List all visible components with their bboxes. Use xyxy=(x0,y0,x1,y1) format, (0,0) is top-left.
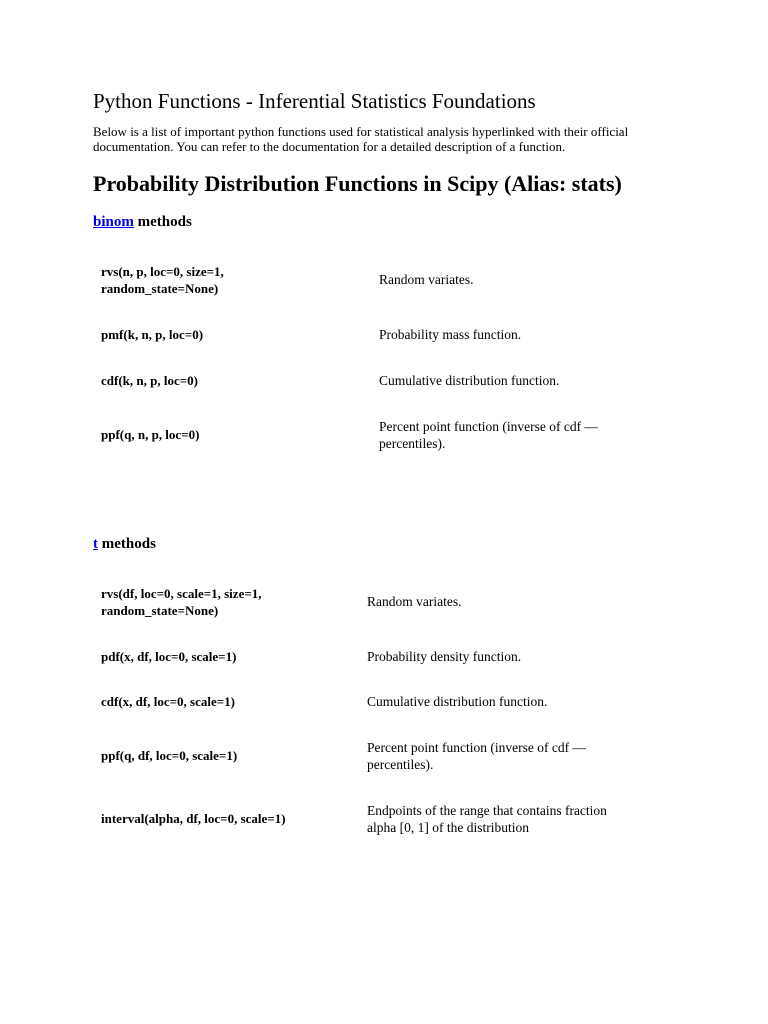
binom-pmf-signature xyxy=(101,326,203,343)
binom-ppf-description xyxy=(379,418,598,452)
binom-ppf-signature xyxy=(101,426,199,443)
t-interval-signature xyxy=(101,810,286,827)
t-methods-heading xyxy=(93,535,156,553)
methods-suffix: methods xyxy=(133,214,192,230)
binom-rvs-description xyxy=(379,271,473,288)
description-line: Random variates. xyxy=(379,272,474,287)
signature-line: rvs(df, loc=0, scale=1, size=1, xyxy=(101,586,262,601)
methods-suffix: methods xyxy=(98,536,156,552)
t-pdf-description xyxy=(367,648,521,665)
description-line: alpha [0, 1] of the distribution xyxy=(367,820,529,835)
signature-line: cdf(k, n, p, loc=0) xyxy=(101,373,198,388)
t-rvs-signature xyxy=(101,585,262,619)
intro-line: documentation. You can refer to the documentation for a detailed description of a function. xyxy=(93,139,566,154)
binom-pmf-description xyxy=(379,326,521,343)
section-heading: Probability Distribution Functions in Scipy (Alias: stats) xyxy=(93,171,622,196)
description-line: Probability density function. xyxy=(367,649,522,664)
description-line: percentiles). xyxy=(367,757,434,772)
binom-methods-heading xyxy=(93,213,192,231)
description-line: Percent point function (inverse of cdf — xyxy=(379,419,598,434)
binom-rvs-signature xyxy=(101,263,224,297)
signature-line: ppf(q, df, loc=0, scale=1) xyxy=(101,748,238,763)
t-pdf-signature xyxy=(101,648,236,665)
signature-line: rvs(n, p, loc=0, size=1, xyxy=(101,264,224,279)
signature-line: random_state=None) xyxy=(101,603,219,618)
signature-line: ppf(q, n, p, loc=0) xyxy=(101,427,200,442)
description-line: Random variates. xyxy=(367,594,462,609)
t-cdf-description xyxy=(367,693,547,710)
description-line: Cumulative distribution function. xyxy=(367,694,548,709)
description-line: Percent point function (inverse of cdf — xyxy=(367,740,586,755)
binom-cdf-description xyxy=(379,372,559,389)
description-line: Cumulative distribution function. xyxy=(379,373,560,388)
page-title: Python Functions - Inferential Statistics Foundations xyxy=(93,89,536,113)
description-line: Probability mass function. xyxy=(379,327,522,342)
description-line: percentiles). xyxy=(379,436,446,451)
t-ppf-description xyxy=(367,739,586,773)
signature-line: interval(alpha, df, loc=0, scale=1) xyxy=(101,811,286,826)
signature-line: random_state=None) xyxy=(101,281,219,296)
signature-line: pdf(x, df, loc=0, scale=1) xyxy=(101,649,237,664)
t-interval-description xyxy=(367,802,607,836)
t-rvs-description xyxy=(367,593,461,610)
intro-line: Below is a list of important python functions used for statistical analysis hyperlinked with their official xyxy=(93,124,629,139)
t-ppf-signature xyxy=(101,747,237,764)
binom-link[interactable]: binom xyxy=(93,214,134,230)
intro-paragraph xyxy=(93,124,693,154)
t-link[interactable]: t xyxy=(93,536,98,552)
signature-line: pmf(k, n, p, loc=0) xyxy=(101,327,204,342)
description-line: Endpoints of the range that contains fraction xyxy=(367,803,607,818)
signature-line: cdf(x, df, loc=0, scale=1) xyxy=(101,694,235,709)
binom-cdf-signature xyxy=(101,372,198,389)
t-cdf-signature xyxy=(101,693,235,710)
